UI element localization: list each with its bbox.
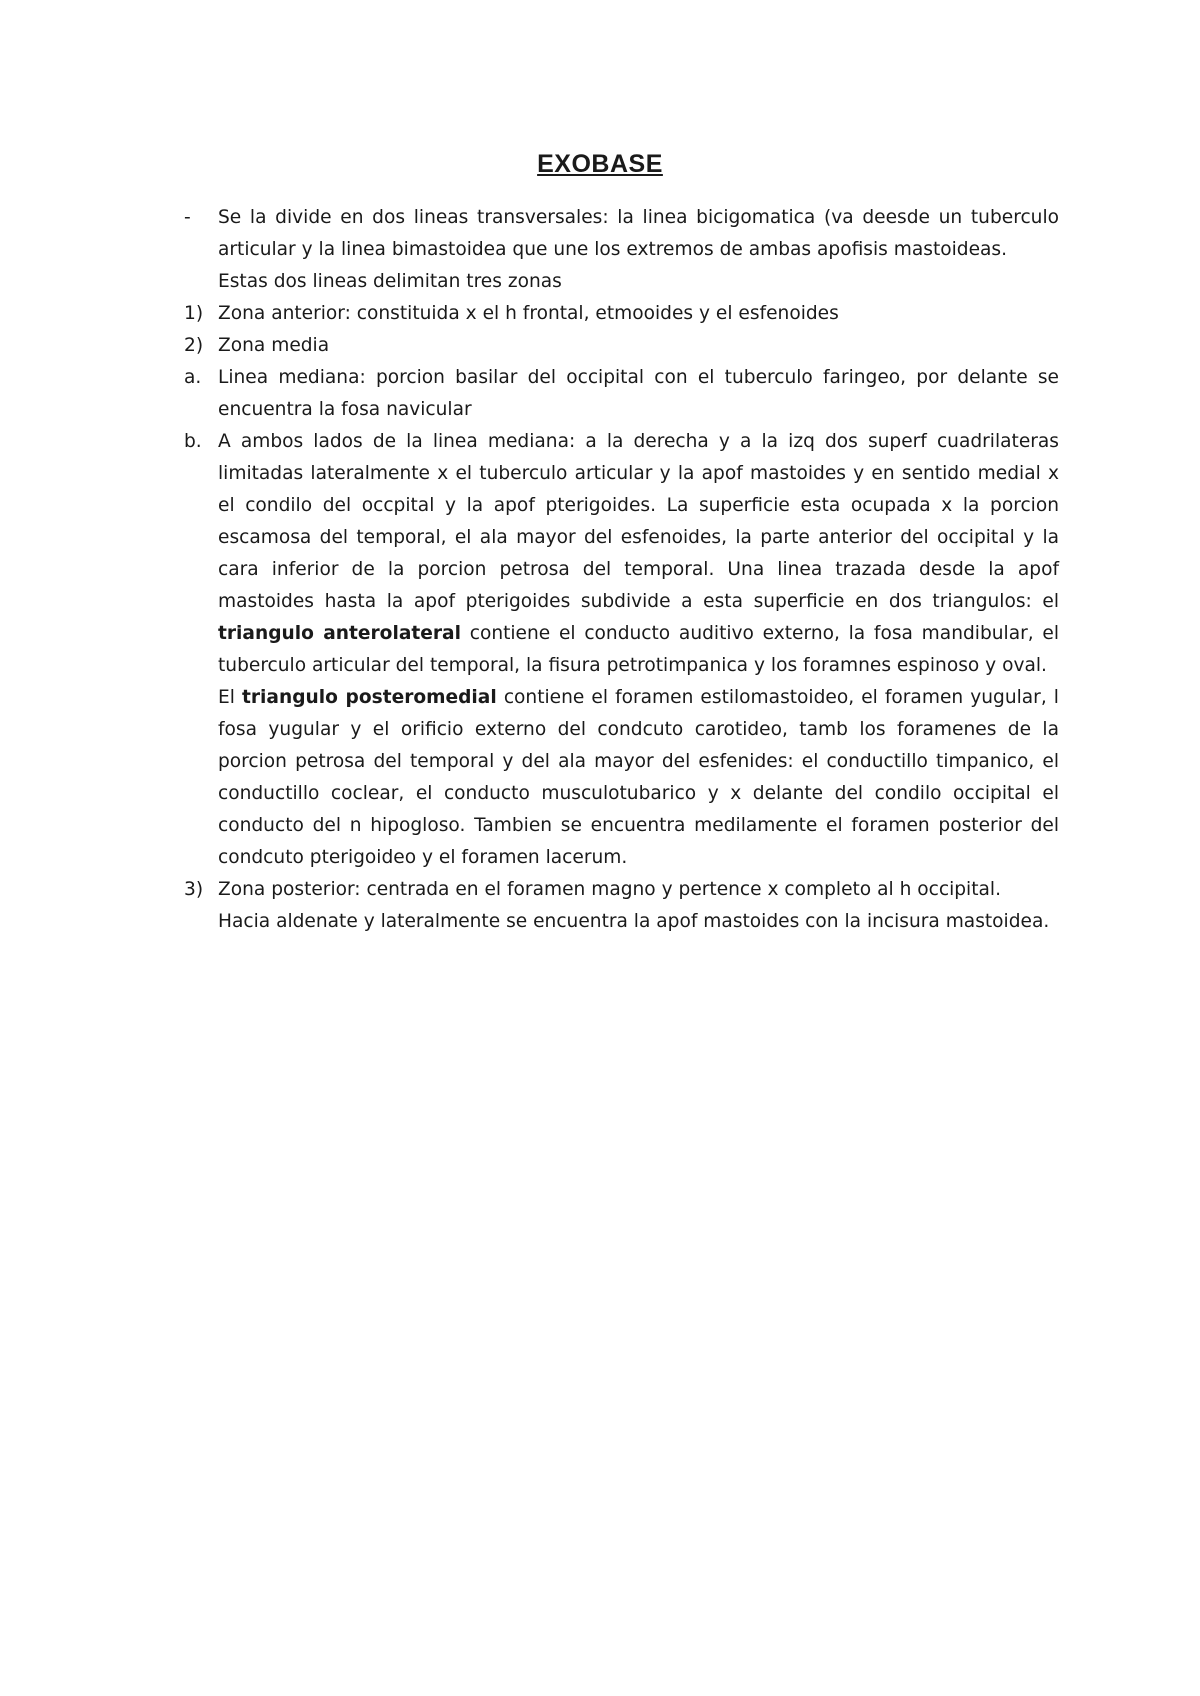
bullet-dash: - xyxy=(184,207,191,228)
list-letter: b. xyxy=(184,431,202,452)
paragraph-text: Zona posterior: centrada en el foramen magno y pertence x completo al h occipital. Hacia aldenate y lateralmente se encuentra la apof mastoides con la incisura mastoidea. xyxy=(218,879,1050,932)
paragraph-text: Se la divide en dos lineas transversales: la linea bicigomatica (va deesde un tuberculo articular y la linea bimastoidea que une los extremos de ambas apofisis mastoideas. xyxy=(218,207,1059,260)
list-number: 2) xyxy=(184,335,204,356)
content-list xyxy=(184,202,1059,938)
text-segment: contiene el foramen estilomastoideo, el foramen yugular, l fosa yugular y el orificio externo del condcuto carotideo, tamb los foramenes de la porcion petrosa del temporal y del ala mayor del esfenides: el conductillo timpanico, el conductillo coclear, el conducto musculotubarico y x delante del condilo occipital el conducto del n hipogloso. Tambien se encuentra medilamente el foramen posterior del condcuto pterigoideo y el foramen lacerum. xyxy=(218,687,1059,868)
list-item-zona-posterior xyxy=(184,874,1059,938)
paragraph-text: Linea mediana: porcion basilar del occipital con el tuberculo faringeo, por delante se encuentra la fosa navicular xyxy=(218,367,1059,420)
list-item-zona-anterior xyxy=(184,298,1059,330)
list-item-zona-media xyxy=(184,330,1059,362)
list-item-intro xyxy=(184,202,1059,298)
paragraph-text: Zona media xyxy=(218,335,330,356)
paragraph-text xyxy=(218,426,1059,682)
text-segment: contiene el conducto auditivo externo, la fosa mandibular, el tuberculo articular del temporal, la fisura petrotimpanica y los foramnes espinoso y oval. xyxy=(218,623,1059,676)
paragraph-text-continued: Estas dos lineas delimitan tres zonas xyxy=(218,271,562,292)
list-letter: a. xyxy=(184,367,202,388)
text-segment: El xyxy=(218,687,235,708)
bold-term-anterolateral: triangulo anterolateral xyxy=(218,623,461,644)
list-number: 1) xyxy=(184,303,204,324)
bold-term-posteromedial: triangulo posteromedial xyxy=(242,687,497,708)
document-title: EXOBASE xyxy=(537,150,663,178)
list-number: 3) xyxy=(184,879,204,900)
paragraph-text-continued xyxy=(218,682,1059,874)
paragraph-text: Zona anterior: constituida x el h frontal, etmooides y el esfenoides xyxy=(218,303,839,324)
list-item-linea-mediana xyxy=(184,362,1059,426)
list-item-ambos-lados xyxy=(184,426,1059,874)
text-segment: A ambos lados de la linea mediana: a la derecha y a la izq dos superf cuadrilateras limitadas lateralmente x el tuberculo articular y la apof mastoides y en sentido medial x el condilo del occpital y la apof pterigoides. La superficie esta ocupada x la porcion escamosa del temporal, el ala mayor del esfenoides, la parte anterior del occipital y la cara inferior de la porcion petrosa del temporal. Una linea trazada desde la apof mastoides hasta la apof pterigoides subdivide a esta superficie en dos triangulos: el xyxy=(218,431,1059,612)
